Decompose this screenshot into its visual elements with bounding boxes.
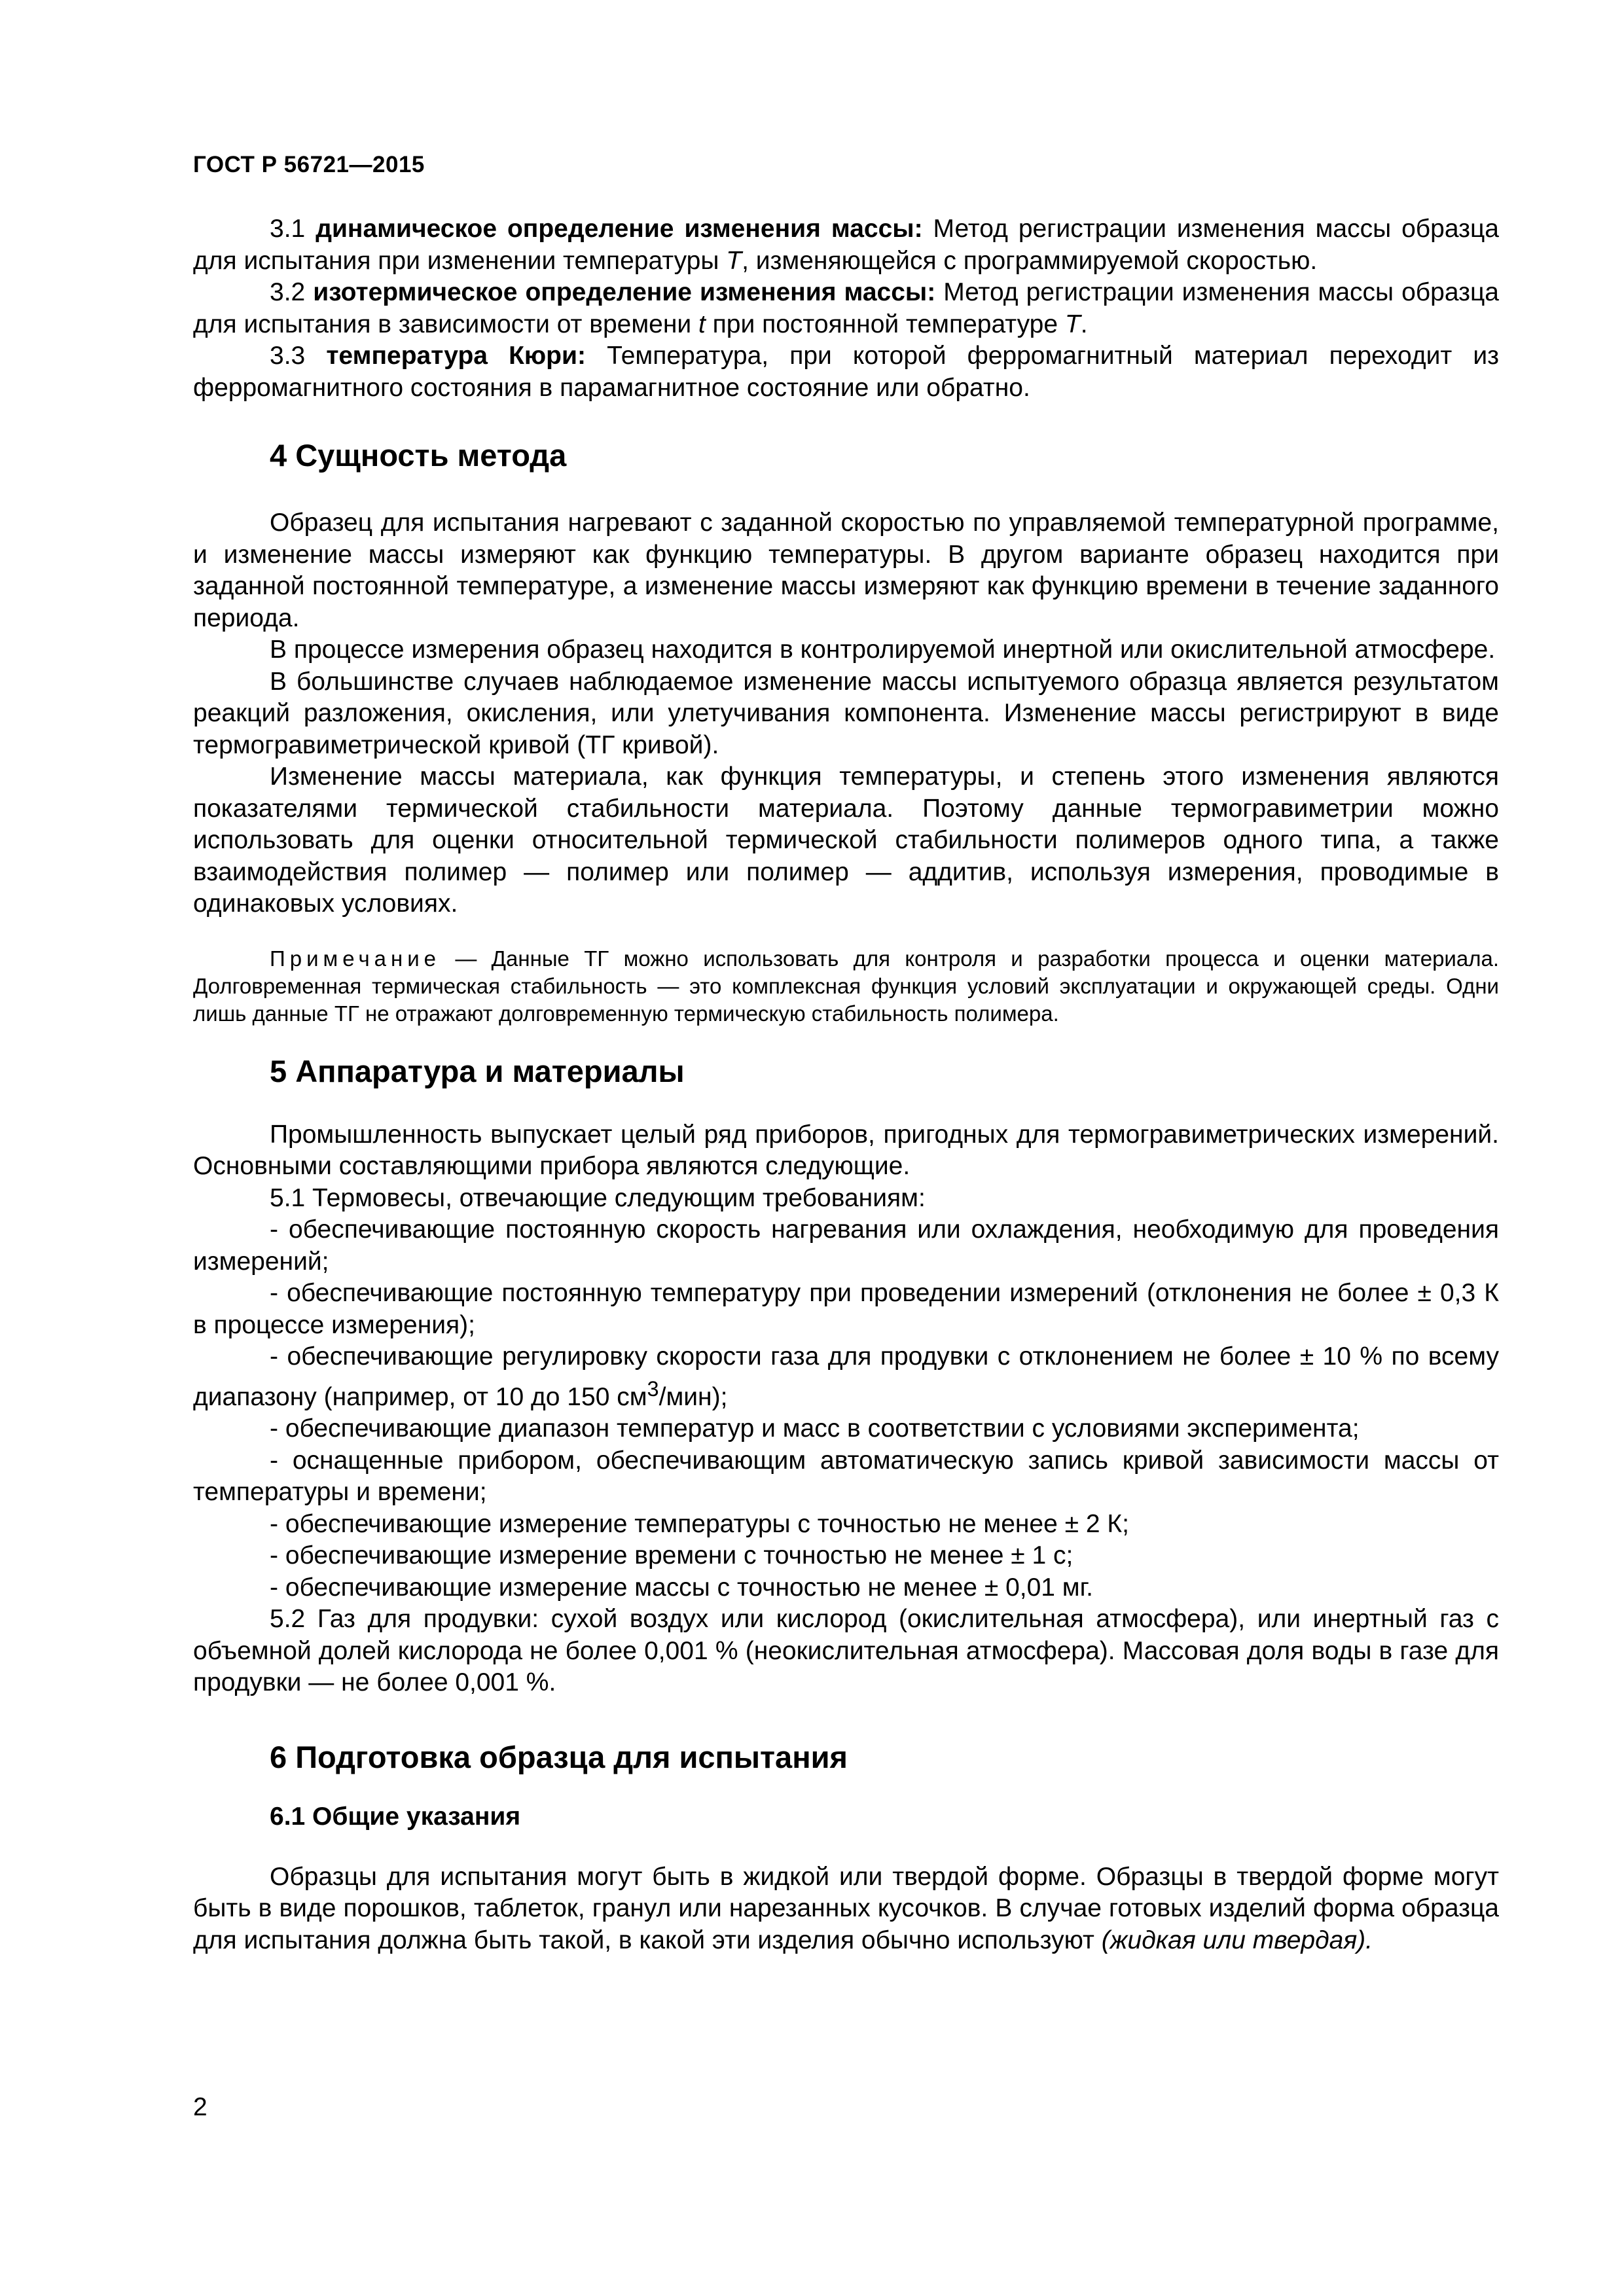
requirement-item: - обеспечивающие диапазон температур и масс в соответствии с условиями эксперимента; <box>270 1414 1360 1443</box>
document-code-header: ГОСТ Р 56721—2015 <box>193 152 425 177</box>
definition-term: изотермическое определение изменения массы: <box>313 278 936 306</box>
section-6-paragraph <box>193 1861 1499 1957</box>
paragraph-italic: (жидкая или твердая). <box>1101 1926 1373 1954</box>
requirement-item: - обеспечивающие постоянную скорость нагревания или охлаждения, необходимую для проведения измерений; <box>193 1215 1499 1276</box>
definition-text-middle: при постоянной температуре <box>705 310 1065 338</box>
note <box>193 945 1499 1028</box>
definition-number: 3.1 <box>270 215 306 243</box>
definition-text-end: , изменяющейся с программируемой скоростью. <box>742 246 1318 275</box>
definition-text: Температура, при которой ферромагнитный материал переходит из ферромагнитного состояния в парамагнитное состояние или обратно. <box>193 342 1499 402</box>
section-5-heading: 5 Аппаратура и материалы <box>270 1053 685 1088</box>
definition-text: Метод регистрации изменения массы образца для испытания при изменении температуры <box>193 215 1499 275</box>
note-text: — Данные ТГ можно использовать для контроля и разработки процесса и оценки материала. Долговременная термическая стабильность — это комплексная функция условий эксплуатации и окружающей среды. Одни лишь данные ТГ не отражают долговременную термическую стабильность полимера. <box>193 946 1499 1026</box>
requirement-text-end: /мин); <box>659 1382 728 1411</box>
section-4-paragraph: Изменение массы материала, как функция температуры, и степень этого изменения являются показателями термической стабильности материала. Поэтому данные термогравиметрии можно использовать для оценки относительной термической стабильности полимеров одного типа, а также взаимодействия полимер — полимер или полимер — аддитив, используя измерения, проводимые в одинаковых условиях. <box>193 762 1499 918</box>
definition-3-3 <box>193 340 1499 404</box>
definition-3-2 <box>193 277 1499 340</box>
section-5-intro: Промышленность выпускает целый ряд приборов, пригодных для термогравиметрических измерений. Основными составляющими прибора являются следующие. <box>193 1120 1499 1180</box>
variable: T <box>1064 310 1081 338</box>
definition-term: температура Кюри: <box>326 342 586 370</box>
requirement-item: - обеспечивающие измерение времени с точностью не менее ± 1 с; <box>270 1541 1074 1570</box>
page-number: 2 <box>193 2093 208 2121</box>
definition-number: 3.3 <box>270 342 306 370</box>
definition-text: Метод регистрации изменения массы образца для испытания в зависимости от времени <box>193 278 1499 338</box>
requirement-item: - обеспечивающие постоянную температуру при проведении измерений (отклонения не более ± 0,3 К в процессе измерения); <box>193 1279 1499 1339</box>
definition-3-1 <box>193 213 1499 277</box>
page-content <box>193 213 1499 1956</box>
requirement-item <box>193 1341 1499 1413</box>
requirement-text: - обеспечивающие регулировку скорости газа для продувки с отклонением не более ± 10 % по всему диапазону (например, от 10 до 150 см <box>193 1342 1499 1411</box>
definition-term: динамическое определение изменения массы: <box>316 215 923 243</box>
section-4-paragraph: В процессе измерения образец находится в контролируемой инертной или окислительной атмосфере. <box>270 636 1496 664</box>
definition-number: 3.2 <box>270 278 306 306</box>
section-4-heading: 4 Сущность метода <box>270 438 567 473</box>
variable: T <box>726 246 742 275</box>
requirement-item: - обеспечивающие измерение массы с точностью не менее ± 0,01 мг. <box>270 1573 1093 1602</box>
superscript: 3 <box>647 1376 659 1401</box>
definition-text-end: . <box>1080 310 1088 338</box>
section-4-paragraph: В большинстве случаев наблюдаемое изменение массы испытуемого образца является результатом реакций разложения, окисления, или улетучивания компонента. Изменение массы регистрируют в виде термогравиметрической кривой (ТГ кривой). <box>193 667 1499 759</box>
variable: t <box>698 310 706 338</box>
paragraph-text: Образцы для испытания могут быть в жидкой или твердой форме. Образцы в твердой форме могут быть в виде порошков, таблеток, гранул или нарезанных кусочков. В случае готовых изделий форма образца для испытания должна быть такой, в какой эти изделия обычно используют <box>193 1862 1499 1954</box>
requirement-item: - оснащенные прибором, обеспечивающим автоматическую запись кривой зависимости массы от температуры и времени; <box>193 1446 1499 1506</box>
section-4-paragraph: Образец для испытания нагревают с заданной скоростью по управляемой температурной программе, и изменение массы измеряют как функцию температуры. В другом варианте образец находится при заданной постоянной температуре, а изменение массы измеряют как функцию времени в течение заданного периода. <box>193 509 1499 632</box>
note-label: Примечание <box>270 946 441 971</box>
section-6-heading: 6 Подготовка образца для испытания <box>270 1739 848 1774</box>
subsection-6-1-heading: 6.1 Общие указания <box>270 1802 521 1831</box>
item-5-2: 5.2 Газ для продувки: сухой воздух или кислород (окислительная атмосфера), или инертный газ с объемной долей кислорода не более 0,001 % (неокислительная атмосфера). Массовая доля воды в газе для продувки — не более 0,001 %. <box>193 1605 1499 1696</box>
item-5-1: 5.1 Термовесы, отвечающие следующим требованиям: <box>270 1183 926 1212</box>
requirement-item: - обеспечивающие измерение температуры с точностью не менее ± 2 К; <box>270 1509 1129 1538</box>
